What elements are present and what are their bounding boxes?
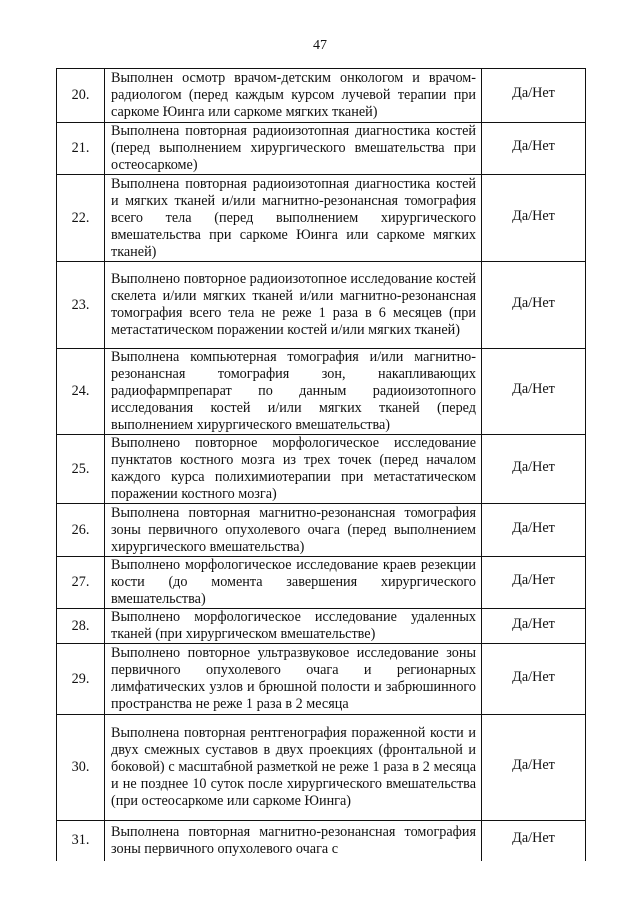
table-row bbox=[57, 609, 586, 644]
table-row bbox=[57, 349, 586, 435]
answer-text: Да/Нет bbox=[512, 207, 555, 224]
answer-text: Да/Нет bbox=[512, 615, 555, 632]
criterion-text: Выполнен осмотр врачом-детским онкологом и врачом-радиологом (перед каждым курсом лучевой терапии при саркоме Юинга или саркоме мягких тканей) bbox=[105, 69, 482, 123]
criterion-text: Выполнено морфологическое исследование удаленных тканей (при хирургическом вмешательстве) bbox=[105, 609, 482, 644]
criterion-text: Выполнена повторная рентгенография пораженной кости и двух смежных суставов в двух проекциях (фронтальной и боковой) с масштабной разметкой не реже 1 раза в 2 месяца и не позднее 10 суток после хирургического вмешательства (при остеосаркоме или саркоме Юинга) bbox=[105, 715, 482, 821]
table-row bbox=[57, 715, 586, 821]
page-number: 47 bbox=[313, 38, 327, 53]
answer-cell bbox=[482, 644, 586, 715]
answer-text: Да/Нет bbox=[512, 85, 555, 101]
table-row bbox=[57, 821, 586, 861]
answer-text: Да/Нет bbox=[512, 830, 555, 847]
table-row bbox=[57, 504, 586, 557]
answer-cell bbox=[482, 557, 586, 609]
criterion-text: Выполнена повторная магнитно-резонансная томография зоны первичного опухолевого очага с bbox=[105, 821, 482, 861]
answer-text: Да/Нет bbox=[512, 381, 555, 397]
answer-text: Да/Нет bbox=[512, 458, 555, 475]
answer-cell bbox=[482, 262, 586, 349]
row-number: 21. bbox=[57, 123, 105, 175]
table-row bbox=[57, 557, 586, 609]
row-number: 28. bbox=[57, 609, 105, 644]
row-number: 30. bbox=[57, 715, 105, 821]
criterion-text: Выполнена компьютерная томография и/или магнитно-резонансная томография зон, накапливающих радиофармпрепарат по данным радиоизотопного исследования костей и/или мягких тканей (перед выполнением хирургического вмешательства) bbox=[105, 349, 482, 435]
answer-cell bbox=[482, 504, 586, 557]
table-row bbox=[57, 69, 586, 123]
answer-text: Да/Нет bbox=[512, 138, 555, 154]
quality-criteria-table bbox=[56, 68, 586, 861]
answer-cell bbox=[482, 349, 586, 435]
answer-text: Да/Нет bbox=[512, 572, 555, 588]
row-number: 27. bbox=[57, 557, 105, 609]
table-row bbox=[57, 435, 586, 504]
criterion-text: Выполнено повторное радиоизотопное исследование костей скелета и/или мягких тканей и/или магнитно-резонансная томография всего тела не реже 1 раза в 6 месяцев (при метастатическом поражении костей и/или мягких тканей) bbox=[105, 262, 482, 349]
row-number: 25. bbox=[57, 435, 105, 504]
answer-text: Да/Нет bbox=[512, 668, 555, 685]
criterion-text: Выполнено повторное ультразвуковое исследование зоны первичного опухолевого очага и регионарных лимфатических узлов и брюшной полости и забрюшинного пространства не реже 1 раза в 2 месяца bbox=[105, 644, 482, 715]
table-row bbox=[57, 262, 586, 349]
table-row bbox=[57, 175, 586, 262]
answer-cell bbox=[482, 69, 586, 123]
answer-cell bbox=[482, 715, 586, 821]
answer-text: Да/Нет bbox=[512, 757, 555, 773]
criterion-text: Выполнена повторная радиоизотопная диагностика костей и мягких тканей и/или магнитно-резонансная томография всего тела (перед выполнением хирургического вмешательства при саркоме Юинга или саркоме мягких тканей) bbox=[105, 175, 482, 262]
answer-cell bbox=[482, 821, 586, 861]
row-number: 22. bbox=[57, 175, 105, 262]
answer-cell bbox=[482, 609, 586, 644]
table-row bbox=[57, 644, 586, 715]
criterion-text: Выполнена повторная радиоизотопная диагностика костей (перед выполнением хирургического вмешательства при остеосаркоме) bbox=[105, 123, 482, 175]
answer-text: Да/Нет bbox=[512, 294, 555, 311]
answer-cell bbox=[482, 123, 586, 175]
row-number: 31. bbox=[57, 821, 105, 861]
row-number: 24. bbox=[57, 349, 105, 435]
answer-cell bbox=[482, 175, 586, 262]
row-number: 29. bbox=[57, 644, 105, 715]
row-number: 26. bbox=[57, 504, 105, 557]
answer-cell bbox=[482, 435, 586, 504]
answer-text: Да/Нет bbox=[512, 519, 555, 536]
criterion-text: Выполнена повторная магнитно-резонансная томография зоны первичного опухолевого очага (перед выполнением хирургического вмешательства) bbox=[105, 504, 482, 557]
criterion-text: Выполнено повторное морфологическое исследование пунктатов костного мозга из трех точек (перед началом каждого курса полихимиотерапии при метастатическом поражении костного мозга) bbox=[105, 435, 482, 504]
row-number: 23. bbox=[57, 262, 105, 349]
row-number: 20. bbox=[57, 69, 105, 123]
table-row bbox=[57, 123, 586, 175]
criterion-text: Выполнено морфологическое исследование краев резекции кости (до момента завершения хирургического вмешательства) bbox=[105, 557, 482, 609]
